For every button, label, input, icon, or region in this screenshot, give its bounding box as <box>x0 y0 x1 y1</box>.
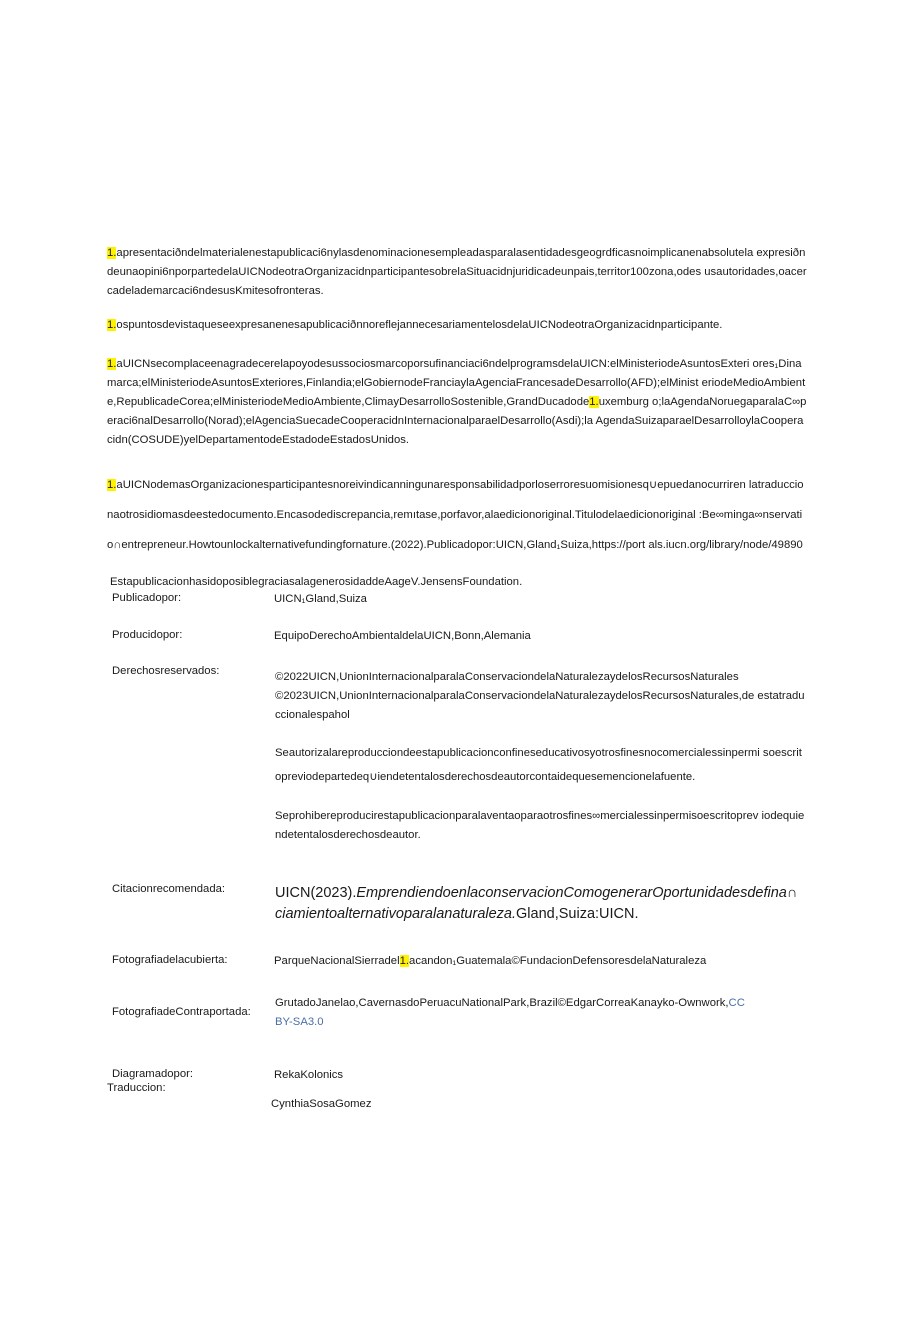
copyright-original: ©2022UICN,UnionInternacionalparalaConservaciondelaNaturalezaydelosRecursosNaturales <box>275 671 739 683</box>
back-photo-label: FotografiadeContraportada: <box>112 1006 251 1018</box>
translation-label: Traduccion: <box>107 1082 166 1094</box>
disclaimer-paragraph <box>107 244 807 301</box>
reproduction-prohibition: Seprohibereproducirestapublicacionparalaventaoparaotrosfines∞mercialessinpermisoescritoprev iodequiendetentalosderechosdeautor. <box>275 810 805 841</box>
disclaimer-paragraph <box>107 316 807 335</box>
highlighted-mark: 1. <box>107 247 117 259</box>
disclaimer-text: apresentaciðndelmaterialenestapublicaci6nylasdenominacionesempleadasparalasentidadesgeogrdficasnoimplicanenabsolutela expresiðndeunaopini6nporpartedelaUICNodeotraOrganizacidnparticipantesobrelaSituacidnjuridicadeunpais,territor100zona,odes usautoridades,oacercadelademarcaci6ndesusKmitesofronteras. <box>107 247 807 297</box>
translation-disclaimer-text: aUICNodemasOrganizacionesparticipantesnoreivindicanningunaresponsabilidadporloserroresuomisionesq∪epuedanocurriren latraduccionaotrosidiomasdeestedocumento.Encasodediscrepancia,remıtase,porfavor,alaedicionoriginal.Titulodelaedicionoriginal :Be∞minga∞nservatio∩entrepreneur.Howtounlockalternativefundingfornature.(2022).Publicadopor:UICN,Gland₁Suiza,https://port als.iucn.org/library/node/49890 <box>107 479 804 551</box>
cover-photo-label: Fotografiadelacubierta: <box>112 954 228 966</box>
highlighted-mark: 1. <box>107 358 117 370</box>
published-by-value: UICN₁Gland,Suiza <box>274 593 367 605</box>
layout-by-label: Diagramadopor: <box>112 1068 194 1080</box>
back-photo-value <box>275 994 745 1032</box>
rights-block <box>275 668 805 861</box>
copyright-translation: ©2023UICN,UnionInternacionalparalaConservaciondelaNaturalezaydelosRecursosNaturales,de estatraduccionalespahol <box>275 690 805 721</box>
back-photo-text: GrutadoJanelao,CavernasdoPeruacuNationalPark,Brazil©EdgarCorreaKanayko-Ownwork, <box>275 997 729 1009</box>
produced-by-label: Producidopor: <box>112 629 183 641</box>
highlighted-mark: 1. <box>589 396 599 408</box>
funding-note: EstapublicacionhasidoposiblegraciasalagenerosidaddeAageV.JensensFoundation. <box>110 576 523 588</box>
citation-title: EmprendiendoenlaconservacionComogenerarOportunidadesdefina∩ciamientoalternativoparalanaturaleza. <box>275 885 798 922</box>
highlighted-mark: 1. <box>107 479 117 491</box>
license-link[interactable]: CCBY-SA3.0 <box>275 997 745 1028</box>
citation-value <box>275 883 800 925</box>
highlighted-mark: 1. <box>399 955 410 967</box>
citation-prefix: UICN(2023). <box>275 885 357 901</box>
cover-photo-value <box>274 952 804 971</box>
acknowledgement-text-cont: uxemburg o;laAgendaNoruegaparalaC∞peraci6nalDesarrollo(Norad);elAgenciaSuecadeCooperacidnInternacionalparaelDesarrollo(Asdi);la AgendaSuizaparaelDesarrolloylaCooperacidn(COSUDE)yelDepartamentodeEstadodeEstadosUnidos. <box>107 396 807 446</box>
cover-photo-text-cont: acandon₁Guatemala©FundacionDefensoresdelaNaturaleza <box>409 955 707 967</box>
rights-label: Derechosreservados: <box>112 665 220 677</box>
cover-photo-text: ParqueNacionalSierradel <box>274 955 400 967</box>
acknowledgement-text: aUICNsecomplaceenagradecerelapoyodesussociosmarcoporsufinanciaci6ndelprogramsdelaUICN:elMinisteriodeAsuntosExteri ores₁Dinamarca;elMinisteriodeAsuntosExteriores,Finlandia;elGobiernodeFranciaylaAgenciaFrancesadeDesarrollo(AFD);elMinist eriodeMedioAmbiente,RepublicadeCorea;elMinisteriodeMedioAmbiente,ClimayDesarrolloSostenible,GrandDucadode <box>107 358 806 408</box>
highlighted-mark: 1. <box>107 319 117 331</box>
published-by-label: Publicadopor: <box>112 592 182 604</box>
translation-disclaimer <box>107 470 807 560</box>
reproduction-permission: Seautorizalareproducciondeestapublicacionconfineseducativosyotrosfinesnocomercialessinpermi soescritopreviodepartedeq∪iendetentalosderechosdeautorcontaidequesemencionelafuente. <box>275 747 802 783</box>
citation-label: Citacionrecomendada: <box>112 883 226 895</box>
disclaimer-block <box>107 244 807 575</box>
citation-suffix: Gland,Suiza:UICN. <box>516 906 639 922</box>
translation-value: CynthiaSosaGomez <box>271 1098 372 1110</box>
layout-by-value: RekaKolonics <box>274 1069 344 1081</box>
acknowledgement-paragraph <box>107 355 807 450</box>
produced-by-value: EquipoDerechoAmbientaldelaUICN,Bonn,Alemania <box>274 630 531 642</box>
disclaimer-text: ospuntosdevistaqueseexpresanenesapublicaciðnnoreflejannecesariamentelosdelaUICNodeotraOrganizacidnparticipante. <box>116 319 723 331</box>
